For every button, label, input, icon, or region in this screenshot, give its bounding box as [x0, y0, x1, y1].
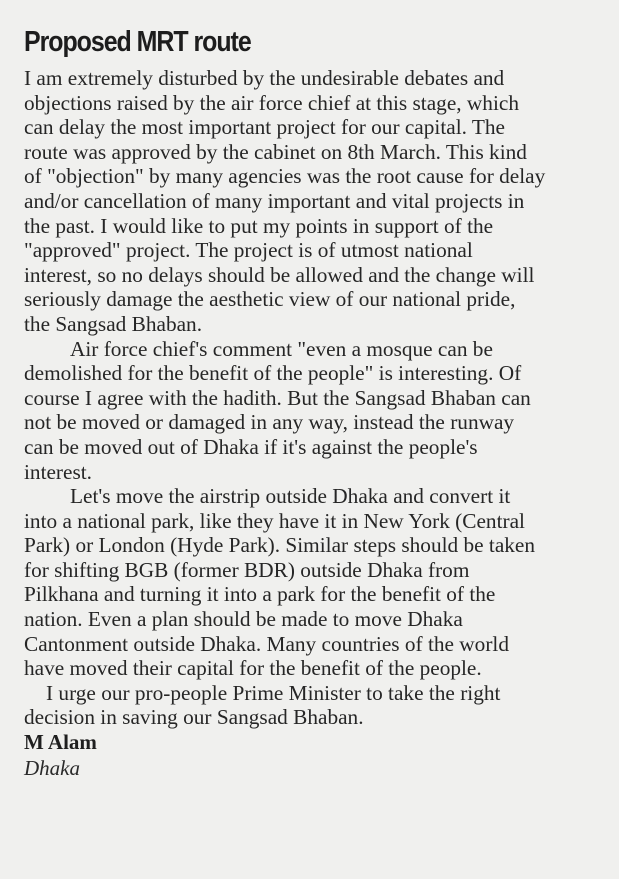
body-line: not be moved or damaged in any way, instead the runway	[24, 410, 515, 435]
body-line: into a national park, like they have it in New York (Central	[24, 508, 525, 533]
author-name: M Alam	[24, 730, 97, 755]
body-line: interest, so no delays should be allowed and the change will	[24, 262, 535, 287]
author-location: Dhaka	[24, 756, 80, 781]
body-line: the Sangsad Bhaban.	[24, 311, 203, 336]
body-line: I am extremely disturbed by the undesirable debates and	[24, 66, 505, 90]
body-line: interest.	[24, 459, 93, 484]
body-line: nation. Even a plan should be made to move Dhaka	[24, 607, 463, 632]
body-line: have moved their capital for the benefit of the people.	[24, 656, 482, 681]
body-line: and/or cancellation of many important and vital projects in	[24, 188, 525, 213]
body-line: course I agree with the hadith. But the Sangsad Bhaban can	[24, 385, 531, 410]
body-line: Pilkhana and turning it into a park for the benefit of the	[24, 582, 496, 607]
letter-body	[24, 66, 619, 781]
body-line: can be moved out of Dhaka if it's against the people's	[24, 434, 478, 459]
body-line: decision in saving our Sangsad Bhaban.	[24, 705, 364, 730]
body-line: Park) or London (Hyde Park). Similar steps should be taken	[24, 533, 536, 558]
letter-headline: Proposed MRT route	[24, 26, 251, 58]
body-line: can delay the most important project for our capital. The	[24, 115, 505, 140]
body-line: route was approved by the cabinet on 8th March. This kind	[24, 139, 527, 164]
paragraph-2-first-line: Air force chief's comment "even a mosque can be	[70, 336, 493, 361]
body-line: objections raised by the air force chief at this stage, which	[24, 90, 519, 115]
body-line: Cantonment outside Dhaka. Many countries of the world	[24, 631, 509, 656]
body-line: the past. I would like to put my points in support of the	[24, 213, 494, 238]
body-line: demolished for the benefit of the people" is interesting. Of	[24, 361, 522, 386]
body-line: "approved" project. The project is of utmost national	[24, 238, 473, 263]
body-line: for shifting BGB (former BDR) outside Dhaka from	[24, 557, 470, 582]
body-line: of "objection" by many agencies was the root cause for delay	[24, 164, 546, 189]
paragraph-3-first-line: Let's move the airstrip outside Dhaka and convert it	[70, 484, 511, 509]
body-line: seriously damage the aesthetic view of our national pride,	[24, 287, 516, 312]
paragraph-4-first-line: I urge our pro-people Prime Minister to take the right	[46, 680, 501, 705]
